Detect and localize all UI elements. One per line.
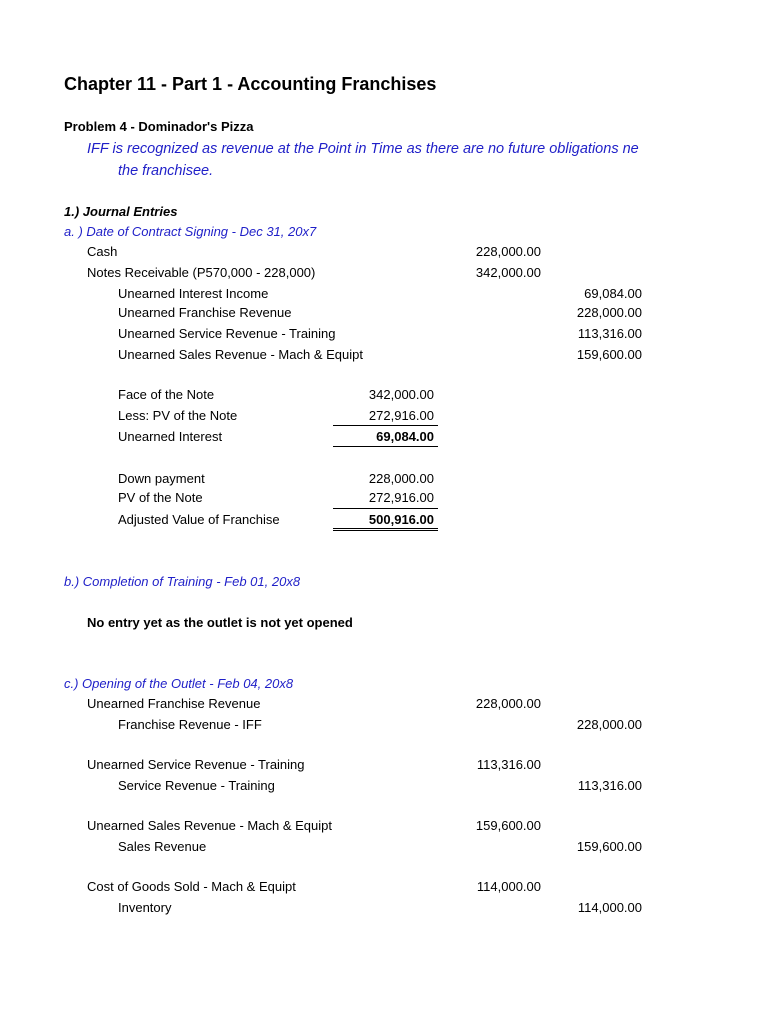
account-name: Cash xyxy=(87,244,118,259)
calc-value: 342,000.00 xyxy=(368,387,434,402)
calc-value: 228,000.00 xyxy=(368,471,434,486)
calc-label: PV of the Note xyxy=(118,490,203,505)
debit-amount: 159,600.00 xyxy=(475,818,541,833)
credit-amount: 113,316.00 xyxy=(577,326,642,341)
debit-account: Unearned Franchise Revenue xyxy=(87,696,261,711)
calc-value: 272,916.00 xyxy=(368,490,434,505)
note-line-1: IFF is recognized as revenue at the Point in Time as there are no future obligations ne xyxy=(87,141,639,157)
credit-account: Sales Revenue xyxy=(118,839,207,854)
calc-label: Face of the Note xyxy=(118,387,215,402)
calc-label: Unearned Interest xyxy=(118,429,223,444)
debit-account: Cost of Goods Sold - Mach & Equipt xyxy=(87,879,296,894)
calc-total: 69,084.00 xyxy=(376,429,434,444)
underline xyxy=(333,425,438,426)
debit-account: Unearned Sales Revenue - Mach & Equipt xyxy=(87,818,332,833)
account-name: Unearned Sales Revenue - Mach & Equipt xyxy=(118,347,363,362)
account-name: Unearned Interest Income xyxy=(118,286,269,301)
credit-amount: 69,084.00 xyxy=(584,286,642,301)
entry-b-heading: b.) Completion of Training - Feb 01, 20x8 xyxy=(64,574,301,589)
debit-amount: 228,000.00 xyxy=(475,696,541,711)
debit-amount: 114,000.00 xyxy=(476,879,541,894)
account-name: Unearned Service Revenue - Training xyxy=(118,326,336,341)
credit-amount: 159,600.00 xyxy=(576,347,642,362)
double-underline xyxy=(333,528,438,531)
underline xyxy=(333,508,438,509)
entry-a-heading: a. ) Date of Contract Signing - Dec 31, 20x7 xyxy=(64,224,317,239)
credit-amount: 113,316.00 xyxy=(577,778,642,793)
entry-c-heading: c.) Opening of the Outlet - Feb 04, 20x8 xyxy=(64,676,294,691)
debit-amount: 228,000.00 xyxy=(475,244,541,259)
credit-account: Inventory xyxy=(118,900,172,915)
credit-account: Service Revenue - Training xyxy=(118,778,275,793)
credit-account: Franchise Revenue - IFF xyxy=(118,717,262,732)
debit-amount: 113,316.00 xyxy=(476,757,541,772)
credit-amount: 159,600.00 xyxy=(576,839,642,854)
calc-label: Down payment xyxy=(118,471,205,486)
debit-account: Unearned Service Revenue - Training xyxy=(87,757,305,772)
debit-amount: 342,000.00 xyxy=(475,265,541,280)
page-title: Chapter 11 - Part 1 - Accounting Franchises xyxy=(64,74,437,94)
credit-amount: 114,000.00 xyxy=(577,900,642,915)
section-heading: 1.) Journal Entries xyxy=(64,204,178,219)
calc-value: 272,916.00 xyxy=(368,408,434,423)
calc-label: Less: PV of the Note xyxy=(118,408,238,423)
note-line-2: the franchisee. xyxy=(118,163,214,179)
account-name: Notes Receivable (P570,000 - 228,000) xyxy=(87,265,316,280)
calc-label: Adjusted Value of Franchise xyxy=(118,512,280,527)
underline xyxy=(333,446,438,447)
account-name: Unearned Franchise Revenue xyxy=(118,305,292,320)
calc-total: 500,916.00 xyxy=(368,512,434,527)
entry-b-note: No entry yet as the outlet is not yet opened xyxy=(87,615,353,630)
problem-heading: Problem 4 - Dominador's Pizza xyxy=(64,119,254,134)
credit-amount: 228,000.00 xyxy=(576,717,642,732)
credit-amount: 228,000.00 xyxy=(576,305,642,320)
